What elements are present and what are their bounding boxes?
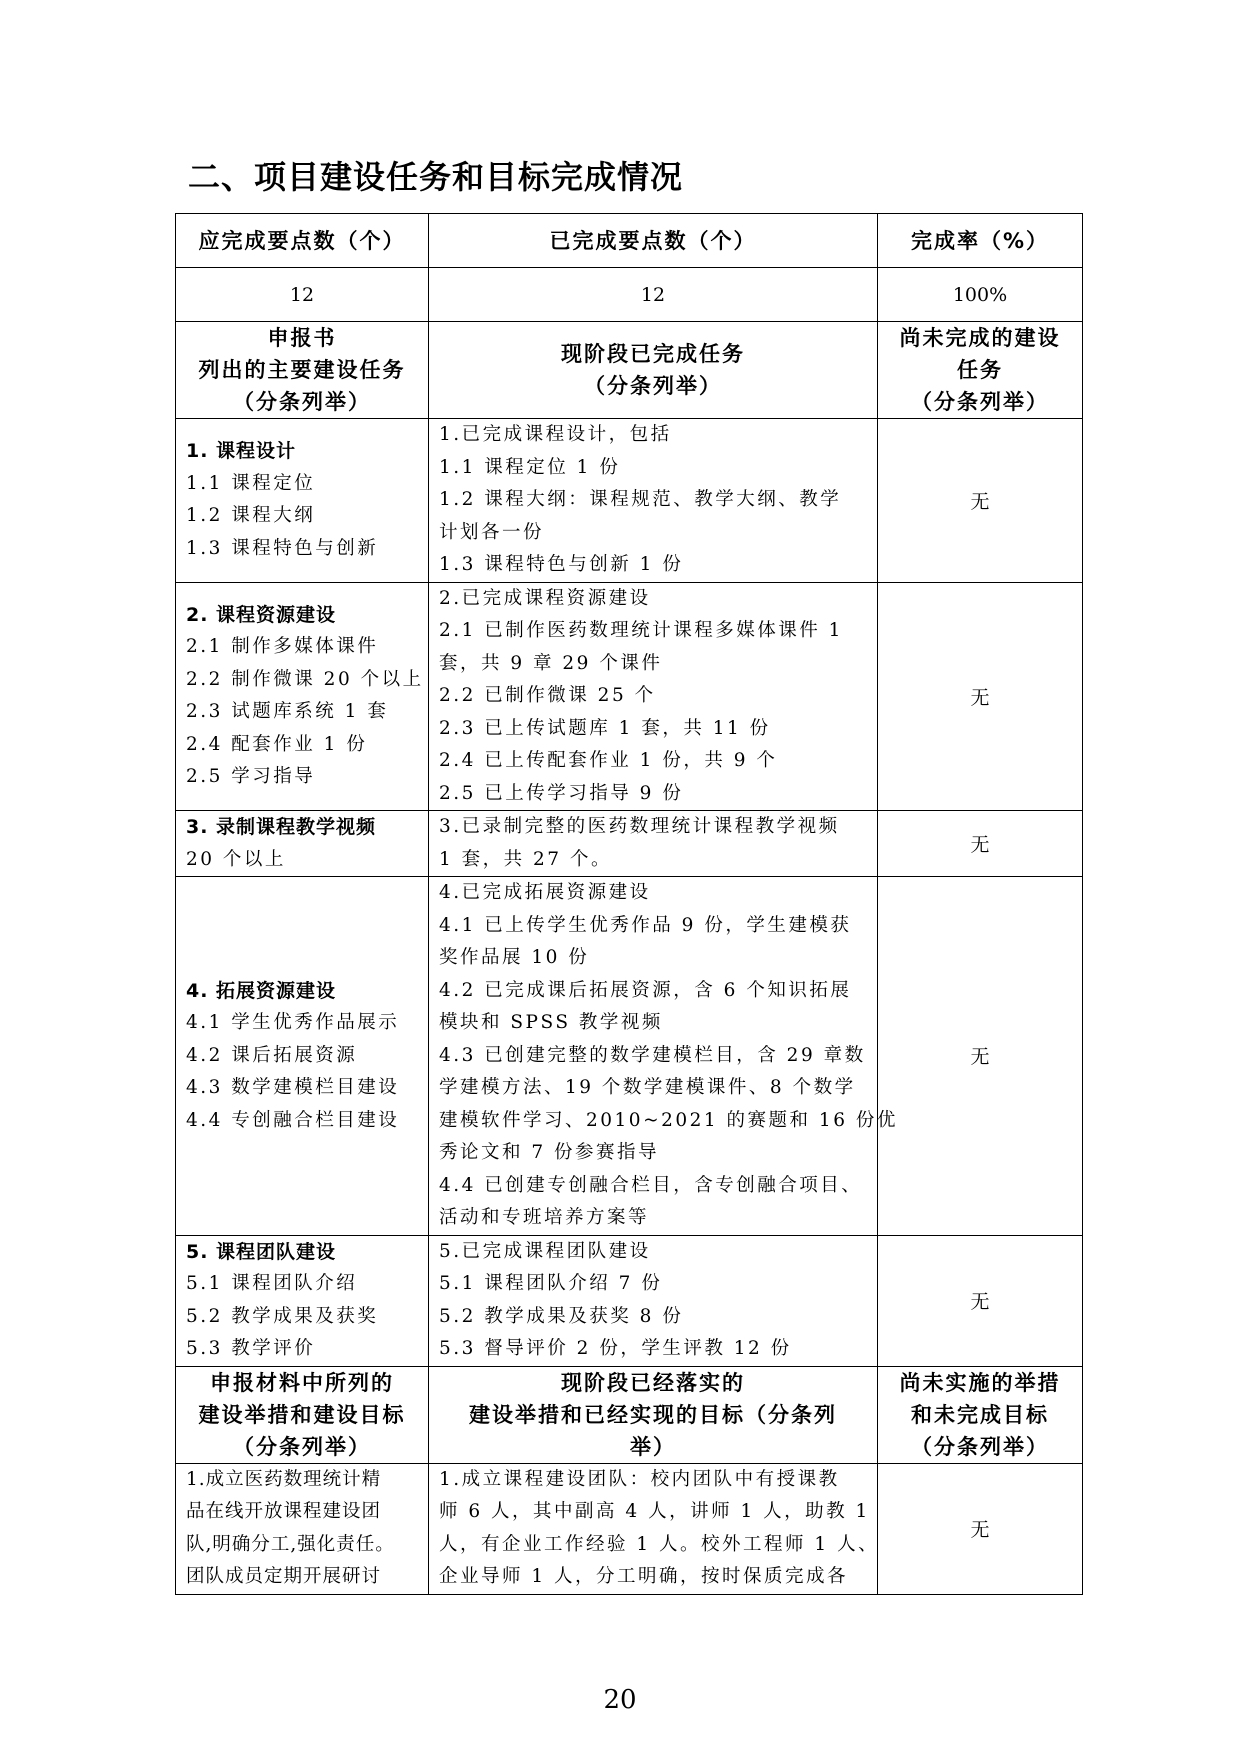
task-title: 3. 录制课程教学视频 (186, 816, 377, 838)
measure-header-pending: 尚未实施的举措 和未完成目标 （分条列举） (878, 1366, 1083, 1463)
page-number: 20 (603, 1685, 637, 1715)
task-planned (176, 582, 429, 811)
task-item: 1.1 课程定位 (186, 472, 316, 494)
task-item: 2.5 学习指导 (186, 766, 316, 788)
header-required-points: 应完成要点数（个） (176, 214, 429, 268)
task-header-row (176, 322, 1083, 419)
task-pending: 无 (878, 419, 1083, 583)
task-item: 5.2 教学成果及获奖 (186, 1305, 379, 1327)
task-item: 4.3 数学建模栏目建设 (186, 1077, 400, 1098)
completion-table (175, 213, 1083, 1595)
measure-pending: 无 (878, 1463, 1083, 1594)
task-item: 1.3 课程特色与创新 (186, 537, 379, 559)
summary-value-row (176, 268, 1083, 322)
task-pending: 无 (878, 582, 1083, 811)
task-pending: 无 (878, 811, 1083, 877)
task-row (176, 419, 1083, 583)
task-completed: 2.已完成课程资源建设 2.1 已制作医药数理统计课程多媒体课件 1 套，共 9 章 29 个课件 2.2 已制作微课 25 个 2.3 已上传试题库 1 套，共 11 份 2.4 已上传配套作业 1 份，共 9 个 2.5 已上传学习指导 9 份 (429, 582, 878, 811)
task-item: 2.3 试题库系统 1 套 (186, 701, 389, 723)
task-pending: 无 (878, 877, 1083, 1236)
task-item: 2.4 配套作业 1 份 (186, 733, 368, 755)
task-header-pending: 尚未完成的建设 任务 （分条列举） (878, 322, 1083, 419)
completed-points-value: 12 (429, 268, 878, 322)
task-item: 2.2 制作微课 20 个以上 (186, 668, 424, 690)
task-row (176, 582, 1083, 811)
task-row (176, 811, 1083, 877)
task-item: 4.4 专创融合栏目建设 (186, 1109, 400, 1131)
header-completion-rate: 完成率（%） (878, 214, 1083, 268)
measure-header-done: 现阶段已经落实的 建设举措和已经实现的目标（分条列 举） (429, 1366, 878, 1463)
task-item: 4.1 学生优秀作品展示 (186, 1012, 400, 1033)
task-title: 2. 课程资源建设 (186, 603, 337, 626)
measure-header-planned: 申报材料中所列的 建设举措和建设目标 （分条列举） (176, 1366, 429, 1463)
task-planned (176, 1235, 429, 1366)
task-title: 4. 拓展资源建设 (186, 979, 337, 1002)
task-planned (176, 811, 429, 877)
task-completed: 3.已录制完整的医药数理统计课程教学视频 1 套，共 27 个。 (429, 811, 878, 877)
task-header-completed: 现阶段已完成任务 （分条列举） (429, 322, 878, 419)
task-item: 4.2 课后拓展资源 (186, 1044, 358, 1066)
section-title: 二、项目建设任务和目标完成情况 (188, 158, 684, 196)
task-item: 5.3 教学评价 (186, 1338, 316, 1359)
task-item: 2.1 制作多媒体课件 (186, 636, 379, 658)
task-item: 20 个以上 (186, 848, 286, 870)
task-planned (176, 419, 429, 583)
measure-header-row (176, 1366, 1083, 1463)
task-pending: 无 (878, 1235, 1083, 1366)
task-planned (176, 877, 429, 1236)
measure-row (176, 1463, 1083, 1594)
task-row (176, 1235, 1083, 1366)
measure-planned: 1.成立医药数理统计精 品在线开放课程建设团 队,明确分工,强化责任。 团队成员定期开展研讨 (176, 1463, 429, 1594)
task-row (176, 877, 1083, 1236)
task-completed: 1.已完成课程设计，包括 1.1 课程定位 1 份 1.2 课程大纲：课程规范、教学大纲、教学 计划各一份 1.3 课程特色与创新 1 份 (429, 419, 878, 583)
completion-rate-value: 100% (878, 268, 1083, 322)
task-item: 5.1 课程团队介绍 (186, 1273, 358, 1294)
task-completed: 4.已完成拓展资源建设 4.1 已上传学生优秀作品 9 份，学生建模获 奖作品展 10 份 4.2 已完成课后拓展资源，含 6 个知识拓展 模块和 SPSS 教学视频 4.3 已创建完整的数学建模栏目，含 29 章数 学建模方法、19 个数学建模课件、8 个数学 建模软件学习、2010~2021 的赛题和 16 份优 秀论文和 7 份参赛指导 4.4 已创建专创融合栏目，含专创融合项目、 活动和专班培养方案等 (429, 877, 878, 1236)
task-completed: 5.已完成课程团队建设 5.1 课程团队介绍 7 份 5.2 教学成果及获奖 8 份 5.3 督导评价 2 份，学生评教 12 份 (429, 1235, 878, 1366)
task-title: 1. 课程设计 (186, 440, 297, 463)
task-title: 5. 课程团队建设 (186, 1240, 337, 1263)
task-header-planned: 申报书 列出的主要建设任务 （分条列举） (176, 322, 429, 419)
measure-done: 1.成立课程建设团队：校内团队中有授课教 师 6 人，其中副高 4 人，讲师 1 人，助教 1 人，有企业工作经验 1 人。校外工程师 1 人、 企业导师 1 人，分工明确，按时保质完成各 (429, 1463, 878, 1594)
required-points-value: 12 (176, 268, 429, 322)
task-item: 1.2 课程大纲 (186, 505, 316, 527)
summary-header-row (176, 214, 1083, 268)
header-completed-points: 已完成要点数（个） (429, 214, 878, 268)
